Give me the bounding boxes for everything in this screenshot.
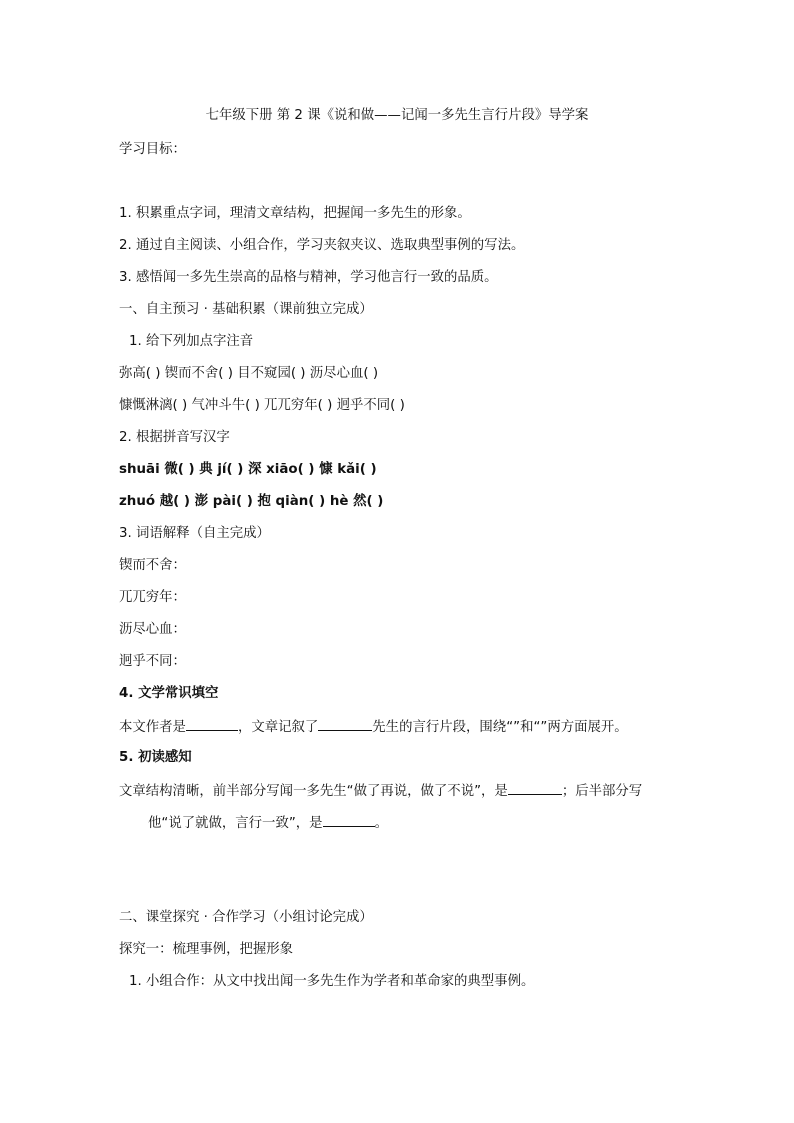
question-2-line-1: shuāi 微( ) 典 jí( ) 深 xiāo( ) 慷 kǎi( ) <box>119 462 377 477</box>
question-1: 1. 给下列加点字注音 <box>129 334 254 349</box>
q4-text-b: ，文章记叙了 <box>237 720 319 735</box>
question-4: 4. 文学常识填空 <box>119 686 219 701</box>
goals-heading: 学习目标： <box>119 142 186 157</box>
explore-1-question-1: 1. 小组合作：从文中找出闻一多先生作为学者和革命家的典型事例。 <box>129 974 535 989</box>
question-2-line-2: zhuó 越( ) 澎 pài( ) 抱 qiàn( ) hè 然( ) <box>119 494 384 509</box>
second-part-blank[interactable] <box>323 813 375 827</box>
section-1-heading: 一、自主预习 · 基础积累（课前独立完成） <box>119 302 373 317</box>
goal-1: 1. 积累重点字词，理清文章结构，把握闻一多先生的形象。 <box>119 206 471 221</box>
author-blank[interactable] <box>186 717 238 731</box>
subject-blank[interactable] <box>318 717 372 731</box>
question-4-fill <box>119 717 628 737</box>
goal-2: 2. 通过自主阅读、小组合作，学习夹叙夹议、选取典型事例的写法。 <box>119 238 525 253</box>
question-5: 5. 初读感知 <box>119 750 192 765</box>
question-2: 2. 根据拼音写汉字 <box>119 430 230 445</box>
term-3: 沥尽心血： <box>119 622 186 637</box>
goal-3: 3. 感悟闻一多先生崇高的品格与精神，学习他言行一致的品质。 <box>119 270 498 285</box>
question-1-line-2: 慷慨淋漓( ) 气冲斗牛( ) 兀兀穷年( ) 迥乎不同( ) <box>119 398 405 413</box>
question-5-line-2 <box>148 813 388 833</box>
q5-text-a: 文章结构清晰，前半部分写闻一多先生“做了再说，做了不说”，是 <box>119 784 508 799</box>
term-2: 兀兀穷年： <box>119 590 186 605</box>
first-part-blank[interactable] <box>508 781 562 795</box>
question-1-line-1: 弥高( ) 锲而不舍( ) 目不窥园( ) 沥尽心血( ) <box>119 366 379 381</box>
term-4: 迥乎不同： <box>119 654 186 669</box>
term-1: 锲而不舍： <box>119 558 186 573</box>
q4-text-a: 本文作者是 <box>119 720 186 735</box>
document-title: 七年级下册 第 2 课《说和做——记闻一多先生言行片段》导学案 <box>205 108 589 123</box>
q4-text-c: 先生的言行片段，围绕“”和“”两方面展开。 <box>372 720 628 735</box>
question-5-line-1 <box>119 781 642 801</box>
question-3: 3. 词语解释（自主完成） <box>119 526 270 541</box>
section-2-heading: 二、课堂探究 · 合作学习（小组讨论完成） <box>119 910 373 925</box>
q5-text-d: 。 <box>374 816 388 831</box>
explore-1-heading: 探究一：梳理事例，把握形象 <box>119 942 294 957</box>
q5-text-c: 他“说了就做，言行一致”，是 <box>148 816 323 831</box>
q5-text-b: ；后半部分写 <box>561 784 643 799</box>
